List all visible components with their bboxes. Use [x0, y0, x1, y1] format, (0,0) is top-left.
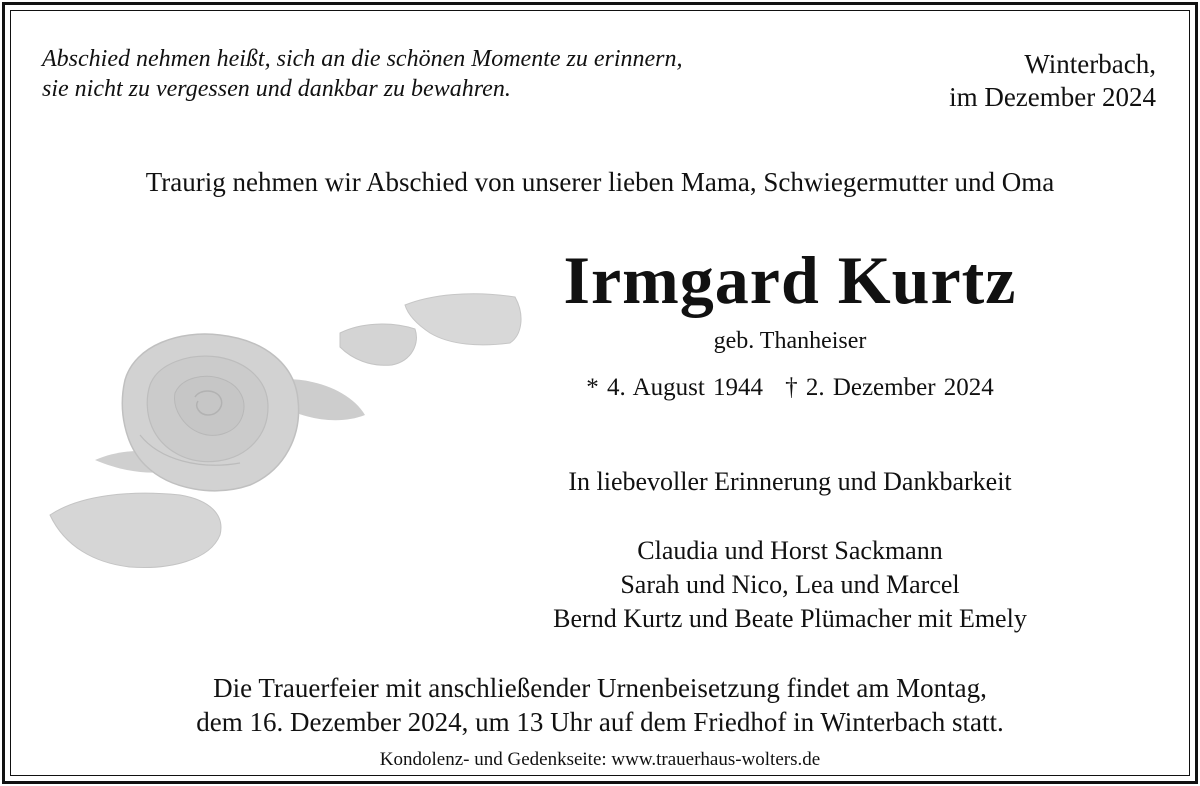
mourner-line: Bernd Kurtz und Beate Plümacher mit Emely	[553, 604, 1027, 633]
rose-petal-bottom-left	[50, 493, 221, 567]
rose-petal-middle	[340, 324, 416, 365]
life-dates	[470, 372, 1110, 404]
ceremony-line-2: dem 16. Dezember 2024, um 13 Uhr auf dem Friedhof in Winterbach statt.	[196, 707, 1004, 737]
death-date: † 2. Dezember 2024	[785, 374, 994, 401]
quote-line-2: sie nicht zu vergessen und dankbar zu bewahren.	[42, 76, 511, 102]
place-and-date	[949, 48, 1156, 114]
ceremony-line-1: Die Trauerfeier mit anschließender Urnenbeisetzung findet am Montag,	[213, 673, 987, 703]
rose-illustration	[40, 285, 540, 585]
date-line: im Dezember 2024	[949, 82, 1156, 112]
intro-text: Traurig nehmen wir Abschied von unserer lieben Mama, Schwiegermutter und Oma	[145, 167, 1055, 197]
condolence-website: Kondolenz- und Gedenkseite: www.trauerhaus-wolters.de	[379, 749, 821, 770]
deceased-name: Irmgard Kurtz	[563, 242, 1017, 318]
quote-line-1: Abschied nehmen heißt, sich an die schönen Momente zu erinnern,	[42, 46, 683, 72]
ceremony-info	[0, 671, 1200, 739]
mourners-list	[470, 534, 1110, 636]
opening-quote	[42, 44, 683, 104]
mourner-line: Claudia und Horst Sackmann	[637, 536, 943, 565]
maiden-name: geb. Thanheiser	[713, 328, 867, 354]
place-line: Winterbach,	[1024, 49, 1156, 79]
remembrance-line: In liebevoller Erinnerung und Dankbarkeit	[568, 467, 1012, 496]
birth-date: * 4. August 1944	[586, 374, 764, 401]
mourner-line: Sarah und Nico, Lea und Marcel	[620, 570, 960, 599]
